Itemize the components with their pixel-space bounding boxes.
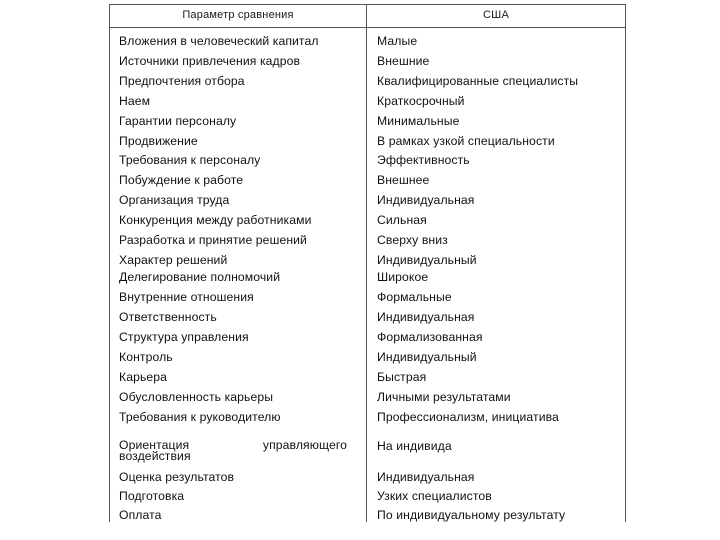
table-left-border (109, 4, 110, 522)
parameter-cell: Требования к руководителю (119, 410, 281, 424)
usa-cell: Личными результатами (377, 390, 511, 404)
parameter-cell: Контроль (119, 350, 173, 364)
table-right-border (625, 4, 626, 522)
usa-cell: Индивидуальная (377, 470, 475, 484)
parameter-cell: Вложения в человеческий капитал (119, 34, 319, 48)
parameter-cell: Делегирование полномочий (119, 270, 281, 284)
usa-cell: Минимальные (377, 114, 460, 128)
usa-cell: Широкое (377, 270, 429, 284)
parameter-cell: Обусловленность карьеры (119, 390, 274, 404)
parameter-cell: Карьера (119, 370, 168, 384)
parameter-cell: Оплата (119, 508, 162, 522)
parameter-cell: Побуждение к работе (119, 173, 244, 187)
usa-cell: Квалифицированные специалисты (377, 74, 579, 88)
usa-cell: Внешнее (377, 173, 430, 187)
table-top-border (109, 4, 626, 5)
header-parameter: Параметр сравнения (182, 9, 294, 21)
parameter-cell: Требования к персоналу (119, 153, 261, 167)
parameter-cell: Источники привлечения кадров (119, 54, 301, 68)
parameter-cell: Конкуренция между работниками (119, 213, 312, 227)
usa-cell: Формальные (377, 290, 452, 304)
parameter-cell: Разработка и принятие решений (119, 233, 307, 247)
usa-cell: Индивидуальная (377, 193, 475, 207)
parameter-cell: Внутренние отношения (119, 290, 254, 304)
parameter-cell: Подготовка (119, 489, 185, 503)
parameter-cell: Продвижение (119, 134, 198, 148)
usa-cell: Индивидуальный (377, 253, 477, 267)
parameter-cell: Гарантии персоналу (119, 114, 237, 128)
parameter-cell: Характер решений (119, 253, 228, 267)
usa-cell: На индивида (377, 439, 452, 453)
usa-cell: По индивидуальному результату (377, 508, 566, 522)
parameter-cell: Структура управления (119, 330, 249, 344)
usa-cell: Эффективность (377, 153, 470, 167)
usa-cell: Малые (377, 34, 418, 48)
parameter-cell: Ориентация управляющего воздействия (119, 438, 347, 463)
usa-cell: Краткосрочный (377, 94, 465, 108)
header-divider (109, 27, 626, 28)
column-divider (366, 4, 367, 522)
header-usa: США (483, 9, 509, 21)
usa-cell: В рамках узкой специальности (377, 134, 555, 148)
usa-cell: Сверху вниз (377, 233, 448, 247)
parameter-cell: Организация труда (119, 193, 230, 207)
usa-cell: Индивидуальный (377, 350, 477, 364)
usa-cell: Быстрая (377, 370, 427, 384)
comparison-table (109, 4, 626, 522)
parameter-cell: Оценка результатов (119, 470, 235, 484)
parameter-cell: Предпочтения отбора (119, 74, 245, 88)
parameter-cell: Ответственность (119, 310, 217, 324)
usa-cell: Внешние (377, 54, 430, 68)
usa-cell: Узких специалистов (377, 489, 492, 503)
parameter-cell: Наем (119, 94, 151, 108)
usa-cell: Формализованная (377, 330, 483, 344)
usa-cell: Профессионализм, инициатива (377, 410, 559, 424)
usa-cell: Индивидуальная (377, 310, 475, 324)
usa-cell: Сильная (377, 213, 427, 227)
